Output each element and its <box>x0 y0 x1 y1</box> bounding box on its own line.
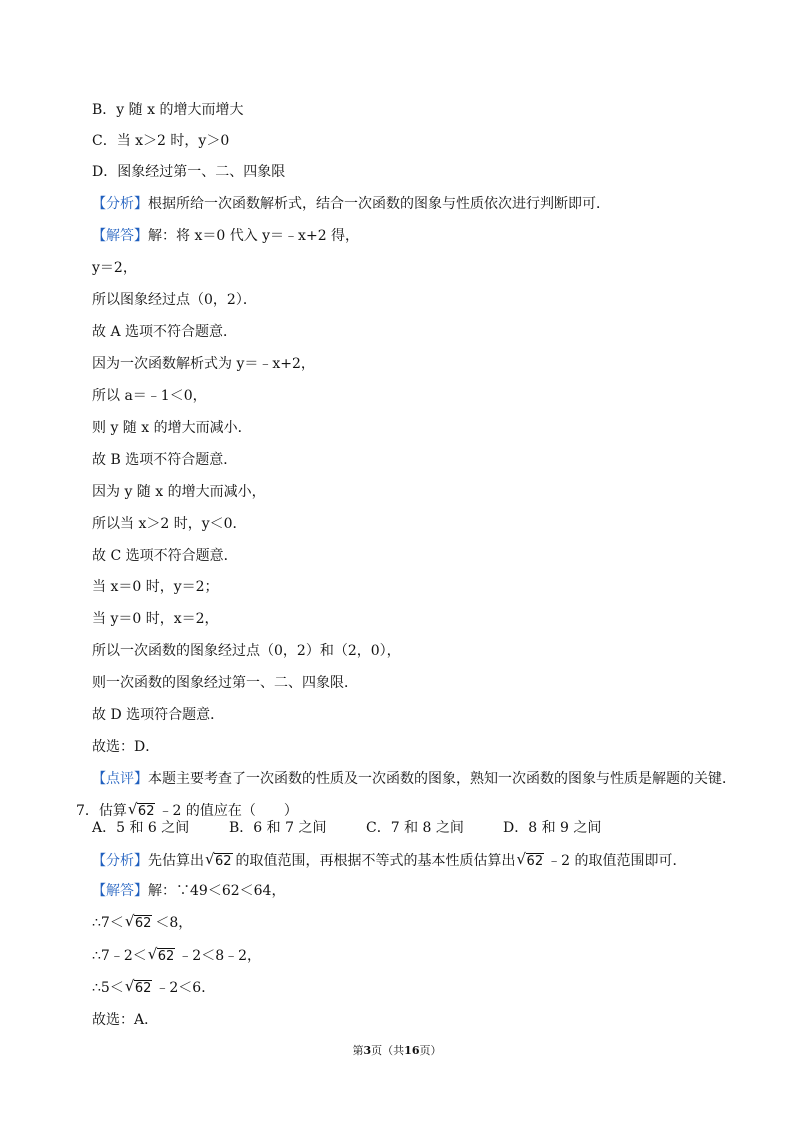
solution-text: ﹣2＜8﹣2， <box>178 948 262 964</box>
stem-suffix: ﹣2 的值应在（ ） <box>158 803 298 819</box>
sqrt-expression <box>148 946 178 967</box>
answer-tag: 【解答】 <box>92 883 148 899</box>
q7-analysis-line <box>92 851 686 872</box>
radicand: 62 <box>215 854 232 869</box>
radicand: 62 <box>134 981 152 996</box>
analysis-tag: 【分析】 <box>92 853 148 869</box>
solution-text: ∴5＜ <box>92 980 124 996</box>
sqrt-expression <box>205 851 235 872</box>
solution-line: y＝2， <box>92 260 137 276</box>
answer-line <box>92 226 359 246</box>
solution-line: 所以当 x＞2 时，y＜0． <box>92 516 247 532</box>
analysis-text: 先估算出 <box>148 853 204 869</box>
radicand: 62 <box>137 804 155 819</box>
sqrt-expression <box>125 913 155 934</box>
choice-b: B．6 和 7 之间 <box>229 820 327 836</box>
solution-line: 因为 y 随 x 的增大而减小， <box>92 484 266 500</box>
solution-line: 则 y 随 x 的增大而减小． <box>92 420 252 436</box>
radicand: 62 <box>134 916 152 931</box>
choice-a: A．5 和 6 之间 <box>92 820 190 836</box>
page-number: 3 <box>363 1044 372 1057</box>
solution-line: 故 B 选项不符合题意． <box>92 452 238 468</box>
answer-text: 解：∵49＜62＜64， <box>148 883 286 899</box>
comment-tag: 【点评】 <box>92 771 148 787</box>
question-number: 7． <box>76 803 99 819</box>
solution-line: 故 D 选项符合题意． <box>92 707 225 723</box>
sqrt-expression <box>517 851 547 872</box>
line-choice-d: D．图象经过第一、二、四象限 <box>92 164 286 180</box>
stem-prefix: 估算 <box>98 803 127 819</box>
choice-d: D．8 和 9 之间 <box>503 820 602 836</box>
solution-line: 因为一次函数解析式为 y＝﹣x+2， <box>92 356 315 372</box>
solution-line: 所以图象经过点（0，2）． <box>92 292 257 308</box>
sqrt-expression <box>125 978 155 999</box>
solution-line: 故 C 选项不符合题意． <box>92 548 238 564</box>
solution-line: 当 y＝0 时，x＝2， <box>92 611 219 627</box>
radicand: 62 <box>526 854 544 869</box>
q7-answer-line <box>92 881 285 901</box>
solution-text: ﹣2＜6． <box>155 980 216 996</box>
answer-tag: 【解答】 <box>92 228 148 244</box>
line-choice-c: C．当 x＞2 时，y＞0 <box>92 133 230 149</box>
choice-c: C．7 和 8 之间 <box>366 820 464 836</box>
radicand: 62 <box>157 949 175 964</box>
solution-line: 则一次函数的图象经过第一、二、四象限． <box>92 675 358 691</box>
solution-text: ＜8， <box>155 915 193 931</box>
solution-line: 故选：A． <box>92 1012 159 1028</box>
solution-line: 当 x＝0 时，y＝2； <box>92 579 219 595</box>
analysis-text: 根据所给一次函数解析式，结合一次函数的图象与性质依次进行判断即可． <box>148 196 610 212</box>
analysis-text: ﹣2 的取值范围即可． <box>547 853 687 869</box>
analysis-text: 的取值范围，再根据不等式的基本性质估算出 <box>235 853 516 869</box>
page-total: 16 <box>404 1044 420 1057</box>
page-footer <box>0 1042 794 1058</box>
solution-line <box>92 913 192 934</box>
footer-text: 第 <box>352 1044 364 1057</box>
comment-line <box>92 769 736 789</box>
answer-text: 解：将 x＝0 代入 y＝﹣x+2 得， <box>148 228 360 244</box>
analysis-tag: 【分析】 <box>92 196 148 212</box>
solution-line <box>92 946 261 967</box>
solution-line: 所以一次函数的图象经过点（0，2）和（2，0）， <box>92 643 401 659</box>
footer-text: 页） <box>419 1044 442 1057</box>
solution-text: ∴7＜ <box>92 915 124 931</box>
solution-line: 所以 a＝﹣1＜0， <box>92 388 207 404</box>
solution-line: 故 A 选项不符合题意． <box>92 324 238 340</box>
comment-text: 本题主要考查了一次函数的性质及一次函数的图象，熟知一次函数的图象与性质是解题的关键． <box>148 771 736 787</box>
analysis-line <box>92 194 610 214</box>
solution-line: 故选：D． <box>92 739 160 755</box>
solution-line <box>92 978 215 999</box>
footer-text: 页（共 <box>371 1044 405 1057</box>
solution-text: ∴7﹣2＜ <box>92 948 147 964</box>
line-choice-b: B．y 随 x 的增大而增大 <box>92 102 244 118</box>
